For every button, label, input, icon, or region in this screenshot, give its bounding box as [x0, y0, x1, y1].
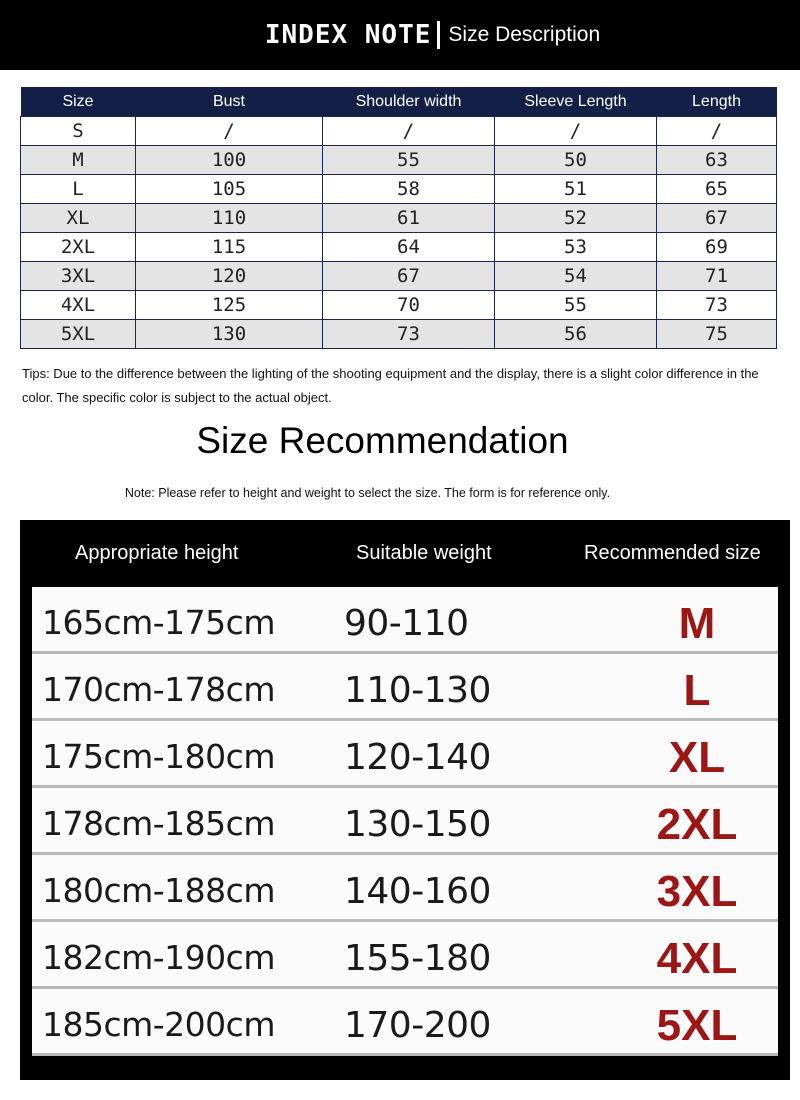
recommendation-row [32, 654, 778, 721]
table-cell: 65 [657, 175, 777, 204]
table-cell: 75 [657, 320, 777, 349]
header-suitable-weight: Suitable weight [356, 542, 492, 564]
column-header-sleeve-length: Sleeve Length [495, 87, 657, 117]
brand-name: INDEX NOTE [264, 20, 432, 50]
size-table-header-row [21, 87, 777, 117]
table-cell: 55 [495, 291, 657, 320]
table-cell: 63 [657, 146, 777, 175]
weight-range: 140-160 [344, 871, 491, 912]
table-cell: 115 [136, 233, 323, 262]
table-cell: 4XL [21, 291, 136, 320]
column-header-size: Size [21, 87, 136, 117]
height-range: 170cm-178cm [42, 670, 275, 709]
recommendation-rows [32, 587, 778, 1056]
table-row [21, 146, 777, 175]
table-cell: 55 [323, 146, 495, 175]
weight-range: 130-150 [344, 804, 491, 845]
table-cell: XL [21, 204, 136, 233]
table-cell: 73 [323, 320, 495, 349]
recommendation-row [32, 989, 778, 1056]
recommended-size: 2XL [656, 800, 738, 849]
table-cell: M [21, 146, 136, 175]
column-header-length: Length [657, 87, 777, 117]
table-cell: 73 [657, 291, 777, 320]
header-divider [437, 21, 440, 49]
table-cell: 61 [323, 204, 495, 233]
table-row [21, 262, 777, 291]
table-cell: 70 [323, 291, 495, 320]
size-chart-table [20, 87, 777, 349]
table-cell: L [21, 175, 136, 204]
table-cell: 120 [136, 262, 323, 291]
column-header-shoulder-width: Shoulder width [323, 87, 495, 117]
column-header-bust: Bust [136, 87, 323, 117]
tips-text: Tips: Due to the difference between the lighting of the shooting equipment and the display, there is a slight color difference in the color. The specific color is subject to the actual object. [22, 366, 759, 405]
table-cell: 100 [136, 146, 323, 175]
height-range: 180cm-188cm [42, 871, 275, 910]
table-row [21, 233, 777, 262]
table-cell: 50 [495, 146, 657, 175]
header-subtitle: Size Description [448, 23, 601, 46]
height-range: 175cm-180cm [42, 737, 275, 776]
header-appropriate-height: Appropriate height [75, 542, 239, 564]
recommended-size: 4XL [656, 934, 738, 983]
table-cell: 54 [495, 262, 657, 291]
recommendation-row [32, 721, 778, 788]
height-range: 178cm-185cm [42, 804, 275, 843]
table-cell: 58 [323, 175, 495, 204]
table-cell: 105 [136, 175, 323, 204]
table-row [21, 175, 777, 204]
table-cell: 71 [657, 262, 777, 291]
table-cell: / [136, 117, 323, 146]
recommended-size: 5XL [656, 1001, 738, 1050]
table-cell: 52 [495, 204, 657, 233]
recommendation-row [32, 855, 778, 922]
header-recommended-size: Recommended size [584, 542, 761, 564]
recommended-size: 3XL [656, 867, 738, 916]
table-cell: 53 [495, 233, 657, 262]
recommendation-header [20, 520, 790, 586]
recommendation-note: Note: Please refer to height and weight to select the size. The form is for reference only. [124, 486, 611, 500]
table-cell: 3XL [21, 262, 136, 291]
table-row [21, 117, 777, 146]
recommended-size: M [678, 599, 716, 648]
table-cell: 67 [657, 204, 777, 233]
recommendation-row [32, 922, 778, 989]
height-range: 182cm-190cm [42, 938, 275, 977]
recommended-size: XL [668, 733, 726, 782]
table-row [21, 320, 777, 349]
weight-range: 120-140 [344, 737, 491, 778]
weight-range: 170-200 [344, 1005, 491, 1046]
table-cell: 56 [495, 320, 657, 349]
table-cell: / [323, 117, 495, 146]
table-cell: 130 [136, 320, 323, 349]
table-cell: / [495, 117, 657, 146]
header-bar [0, 0, 800, 70]
recommendation-panel [20, 520, 790, 1080]
table-cell: 67 [323, 262, 495, 291]
table-cell: 51 [495, 175, 657, 204]
table-row [21, 291, 777, 320]
table-cell: 2XL [21, 233, 136, 262]
height-range: 165cm-175cm [42, 603, 275, 642]
table-cell: 110 [136, 204, 323, 233]
weight-range: 155-180 [344, 938, 491, 979]
recommendation-row [32, 587, 778, 654]
table-cell: 64 [323, 233, 495, 262]
table-cell: 125 [136, 291, 323, 320]
table-cell: S [21, 117, 136, 146]
weight-range: 90-110 [344, 603, 469, 644]
table-cell: / [657, 117, 777, 146]
recommendation-title: Size Recommendation [196, 420, 569, 461]
height-range: 185cm-200cm [42, 1005, 275, 1044]
weight-range: 110-130 [344, 670, 491, 711]
recommended-size: L [683, 666, 711, 715]
table-cell: 5XL [21, 320, 136, 349]
table-cell: 69 [657, 233, 777, 262]
recommendation-row [32, 788, 778, 855]
table-row [21, 204, 777, 233]
